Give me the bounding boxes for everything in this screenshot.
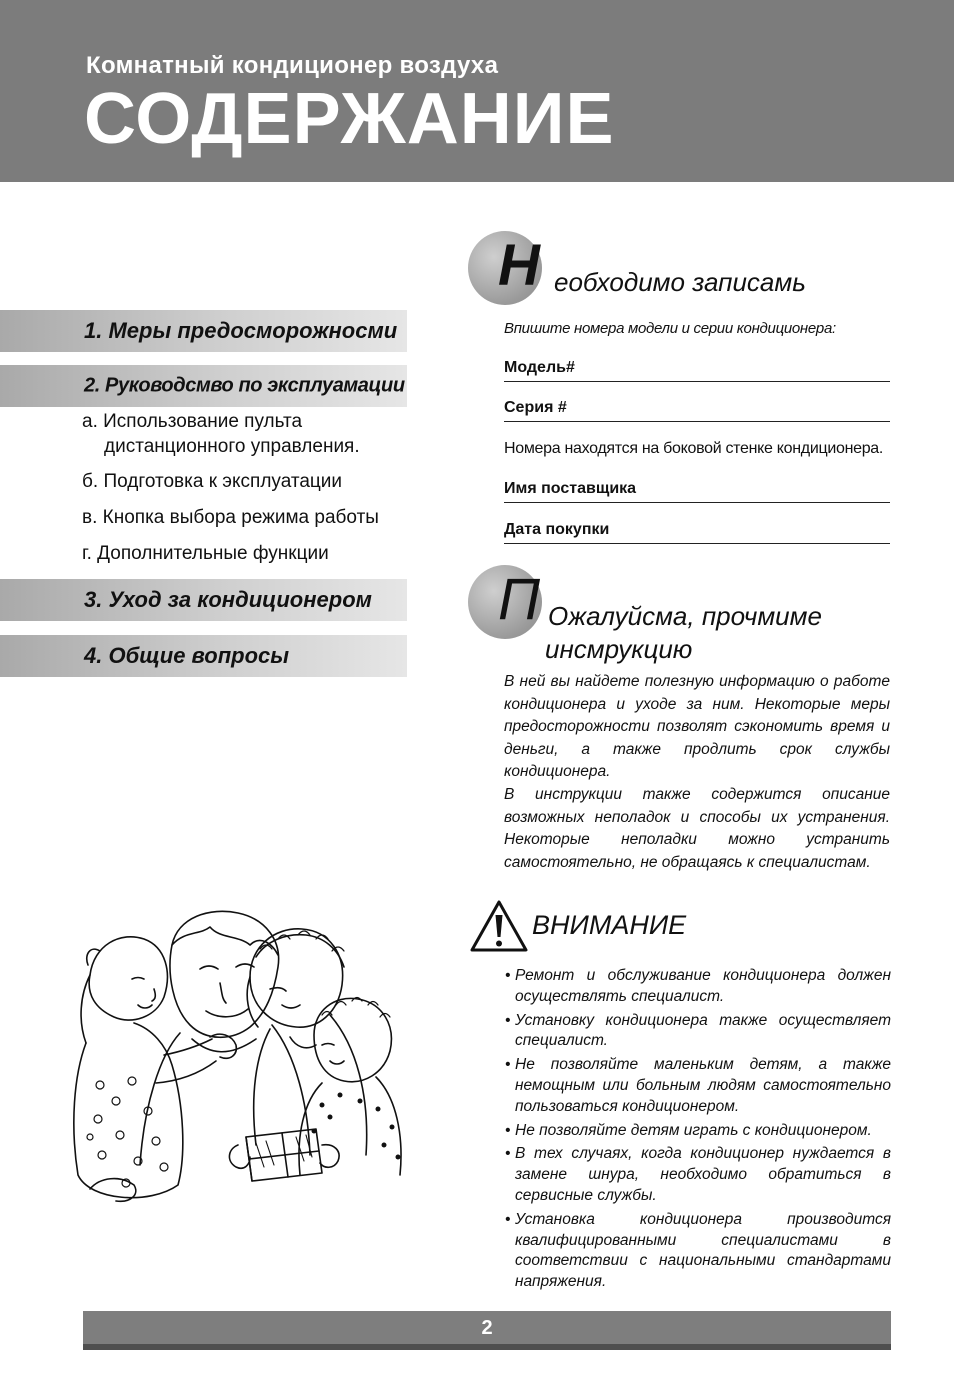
toc-subitem-g[interactable]: г. Дополнительные функции xyxy=(82,543,329,564)
serial-field-label: Серия # xyxy=(504,399,567,416)
record-section-badge xyxy=(468,231,542,305)
toc-section-3-label: 3. Уход за кондиционером xyxy=(84,587,372,612)
read-section-badge xyxy=(468,565,542,639)
number-location-note: Номера находятся на боковой стенке кондиционера. xyxy=(504,440,884,457)
page-number: 2 xyxy=(481,1317,493,1339)
record-instruction: Впишите номера модели и серии кондиционера: xyxy=(504,320,836,337)
toc-subitem-a-line2: дистанционного управления. xyxy=(104,436,360,457)
warning-item-2: • Установку кондиционера также осуществляет специалист. xyxy=(505,1011,891,1053)
toc-section-1-label: 1. Меры предосморожносми xyxy=(84,318,398,343)
warning-list xyxy=(505,966,891,1296)
toc-section-2-label: 2. Руководсмво по эксплуамации xyxy=(84,374,405,397)
page-header xyxy=(0,0,954,182)
warning-title: ВНИМАНИЕ xyxy=(532,910,687,940)
read-section-title-line1: Ожалуйсма, прочмиме xyxy=(548,601,822,631)
serial-field[interactable] xyxy=(504,399,890,422)
warning-item-3: • Не позволяйте маленьким детям, а также немощным или больным людям самостоятельно пользоваться кондиционером. xyxy=(505,1055,891,1117)
toc-section-4-label: 4. Общие вопросы xyxy=(84,643,290,668)
read-paragraph-2: В инструкции также содержится описание возможных неполадок и способы их устранения. Некоторые неполадки можно устранить самостоятельно, не обращаясь к специалистам. xyxy=(504,786,890,871)
warning-item-1: • Ремонт и обслуживание кондиционера должен осуществлять специалист. xyxy=(505,966,891,1008)
toc-section-2[interactable] xyxy=(0,365,407,407)
family-illustration xyxy=(60,905,410,1215)
model-field-label: Модель# xyxy=(504,359,575,376)
warning-item-6: • Установка кондиционера производится квалифицированными специалистами в соответствии с национальными стандартами напряжения. xyxy=(505,1210,891,1293)
toc-section-4[interactable] xyxy=(0,635,407,677)
record-section-letter: Н xyxy=(498,233,540,298)
toc-subitem-a[interactable] xyxy=(82,409,360,459)
dealer-field-label: Имя поставщика xyxy=(504,480,637,497)
warning-item-4: • Не позволяйте детям играть с кондиционером. xyxy=(505,1121,891,1142)
purchase-date-field-label: Дата покупки xyxy=(504,521,610,538)
read-paragraph-1: В ней вы найдете полезную информацию о работе кондиционера и уходе за ним. Некоторые меры предосторожности позволят сэкономить время и деньги, а также продлить срок службы кондиционера. xyxy=(504,673,890,781)
dealer-field[interactable] xyxy=(504,480,890,503)
page-title: СОДЕРЖАНИЕ xyxy=(84,79,615,159)
document-subtitle: Комнатный кондиционер воздуха xyxy=(86,52,499,79)
read-section-letter: П xyxy=(498,567,541,632)
record-section-title: еобходимо записамь xyxy=(554,267,806,297)
warning-triangle-icon xyxy=(469,899,529,953)
toc-subitem-a-line1: а. Использование пульта xyxy=(82,411,303,432)
model-field[interactable] xyxy=(504,359,890,382)
read-section-title-line2: инсмрукцию xyxy=(545,634,693,664)
toc-section-3[interactable] xyxy=(0,579,407,621)
toc-subitem-v[interactable]: в. Кнопка выбора режима работы xyxy=(82,507,379,528)
warning-item-5: • В тех случаях, когда кондиционер нуждается в замене шнура, необходимо обратиться в сервисные службы. xyxy=(505,1144,891,1206)
toc-subitem-b[interactable]: б. Подготовка к эксплуатации xyxy=(82,471,343,492)
toc-section-1[interactable] xyxy=(0,310,407,352)
purchase-date-field[interactable] xyxy=(504,521,890,544)
page-footer xyxy=(83,1311,891,1350)
